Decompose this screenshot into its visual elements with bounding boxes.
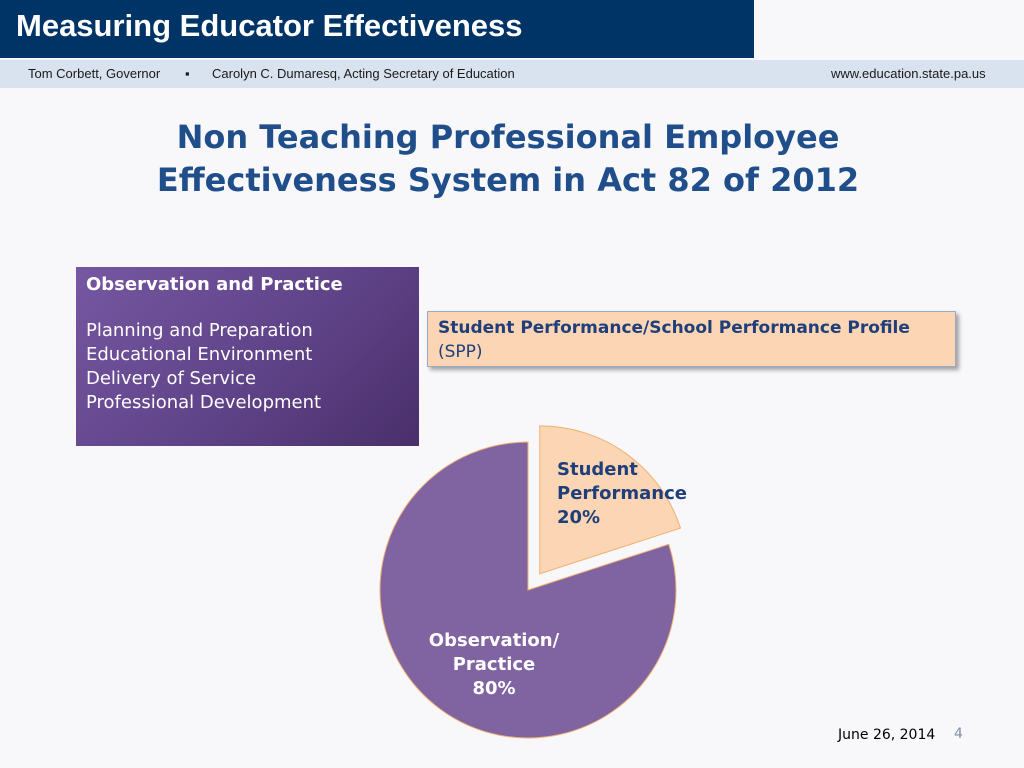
secretary-text: Carolyn C. Dumaresq, Acting Secretary of Education — [212, 66, 515, 81]
observation-item: Professional Development — [86, 392, 322, 413]
observation-box-title: Observation and Practice — [86, 274, 343, 295]
governor-text: Tom Corbett, Governor — [28, 66, 161, 81]
spp-box-subtitle: (SPP) — [438, 342, 483, 362]
slice-label-line: 20% — [557, 507, 601, 528]
slide-date: June 26, 2014 — [838, 727, 936, 743]
observation-item: Planning and Preparation — [86, 320, 313, 341]
slide-header-title: Measuring Educator Effectiveness — [16, 8, 523, 43]
bullet-icon: ▪ — [185, 66, 190, 81]
spp-box-title: Student Performance/School Performance Profile — [438, 318, 910, 338]
observation-item: Delivery of Service — [86, 368, 257, 389]
slice-label-line: Performance — [557, 483, 687, 504]
slice-label-observation-practice — [414, 629, 574, 701]
slice-label-line: Practice — [452, 654, 536, 675]
slice-label-student-performance — [557, 458, 687, 530]
website-link[interactable]: www.education.state.pa.us — [831, 66, 986, 81]
slice-label-line: 80% — [472, 678, 516, 699]
slice-label-line: Student — [557, 459, 638, 480]
heading-line-2: Effectiveness System in Act 82 of 2012 — [156, 161, 860, 199]
heading-line-1: Non Teaching Professional Employee — [176, 118, 840, 156]
slide-number: 4 — [954, 726, 963, 742]
slice-label-line: Observation/ — [428, 630, 560, 651]
observation-item: Educational Environment — [86, 344, 313, 365]
